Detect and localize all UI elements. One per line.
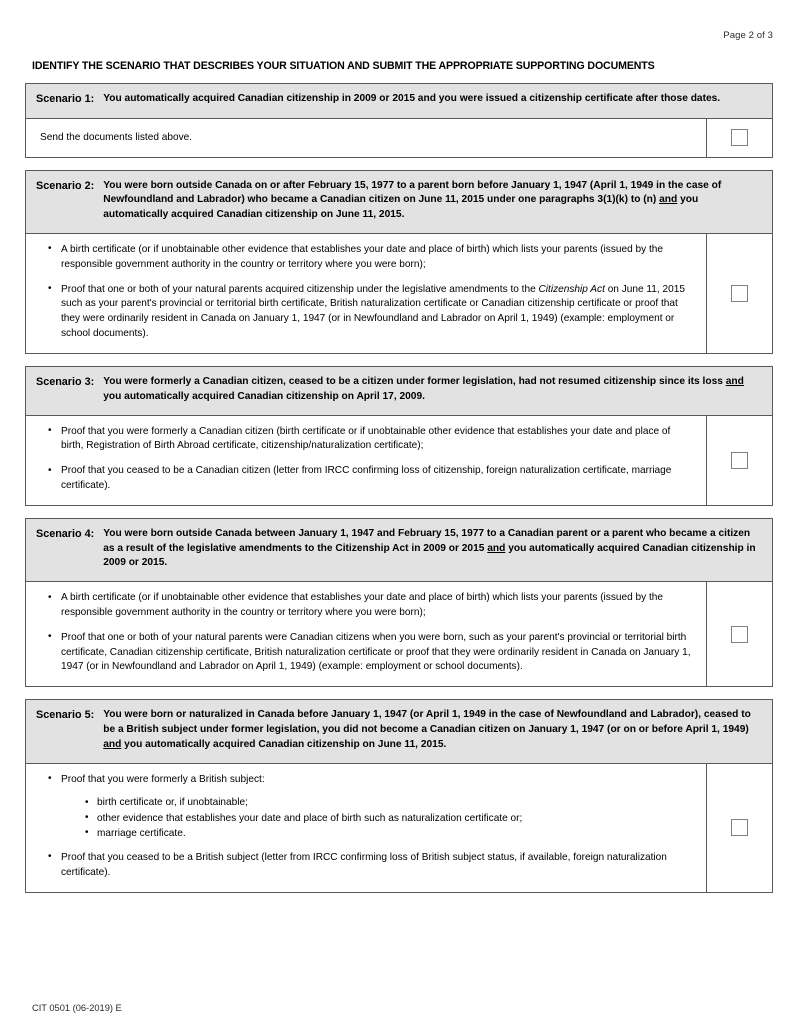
scenario-body-2 [26,234,772,353]
list-item [35,773,694,841]
doc-text-part2: on June 11, 2015 such as your parent's provincial or territorial birth certificate, British naturalization certificate or Canadian citizenship certificate or proof that they were ordinarily resident in Canada on January 1, 1947 (or in Newfoundland and Labrador on April 1, 1949) (example: employment or school documents). [61,283,685,340]
sub-list-item: • marriage certificate. [61,826,694,841]
scenario-3-desc-part1: You were formerly a Canadian citizen, ceased to be a citizen under former legislation, had not resumed citizenship since its loss [103,375,726,387]
scenario-body-4 [26,582,772,686]
checkbox-scenario-2[interactable] [731,285,748,302]
scenario-description-4 [103,527,762,571]
sub-list-item: • birth certificate or, if unobtainable; [61,795,694,810]
list-item: • A birth certificate (or if unobtainable other evidence that establishes your date and place of birth) which lists your parents (issued by the responsible government authority in the country or territory where you were born); [35,243,694,273]
scenario-label-4: Scenario 4: [36,527,95,540]
scenario-2-desc-and: and [659,194,678,206]
scenario-documents-4 [26,582,707,686]
scenario-description-3 [103,375,762,405]
scenario-3-desc-part2: you automatically acquired Canadian citizenship on April 17, 2009. [103,390,425,402]
scenario-documents-3 [26,416,707,505]
scenario-2-desc-part1: You were born outside Canada on or after February 15, 1977 to a parent born before January 1, 1947 (April 1, 1949 in the case of Newfoundland and Labrador) who became a Canadian citizen on June 11, 2015 under one paragraphs 3(1)(k) to (n) [103,179,722,206]
scenario-1-instruction: Send the documents listed above. [40,131,193,143]
scenario-label-5: Scenario 5: [36,709,95,722]
scenario-2-desc-part2: you automatically acquired Canadian citizenship on June 11, 2015. [103,194,699,221]
form-code-footer: CIT 0501 (06-2019) E [32,1003,122,1013]
scenario-list [25,83,773,905]
checkbox-scenario-1[interactable] [731,129,748,146]
scenario-checkbox-cell-4[interactable] [707,582,772,686]
list-item [35,283,694,342]
list-item: • Proof that you were formerly a Canadian citizen (birth certificate or if unobtainable other evidence that establishes your date and place of birth, Registration of Birth Abroad certificate, citizenship/naturalization certificate); [35,425,694,455]
scenario-documents-1 [26,119,707,157]
scenario-description-1: You automatically acquired Canadian citizenship in 2009 or 2015 and you were issued a citizenship certificate after those dates. [103,93,721,104]
doc-text: Proof that you were formerly a British subject: [61,773,265,785]
scenario-block-2 [25,170,773,354]
scenario-4-desc-part1: You were born outside Canada between January 1, 1947 and February 15, 1977 to a Canadian parent or a parent who became a citizen as a result of the legislative amendments to the Citizenship Act in 2009 or 2015 [103,527,751,554]
scenario-checkbox-cell-1[interactable] [707,119,772,157]
scenario-5-desc-part2: you automatically acquired Canadian citizenship on June 11, 2015. [121,738,447,750]
page-number: Page 2 of 3 [723,30,773,41]
scenario-3-desc-and: and [725,375,744,387]
scenario-header-4 [26,519,772,582]
scenario-checkbox-cell-3[interactable] [707,416,772,505]
scenario-label-1: Scenario 1: [36,93,95,105]
document-list-3 [35,425,694,494]
scenario-block-3 [25,366,773,506]
scenario-description-2 [103,179,762,223]
scenario-header-1 [26,84,772,119]
checkbox-scenario-5[interactable] [731,819,748,836]
scenario-body-3 [26,416,772,505]
scenario-body-5 [26,764,772,892]
scenario-4-desc-and: and [487,542,506,554]
scenario-description-5 [103,708,762,752]
doc-text-part1: Proof that one or both of your natural parents acquired citizenship under the legislative amendments to the [61,283,539,295]
scenario-checkbox-cell-2[interactable] [707,234,772,353]
scenario-checkbox-cell-5[interactable] [707,764,772,892]
list-item: • Proof that you ceased to be a Canadian citizen (letter from IRCC confirming loss of citizenship, foreign naturalization certificate, marriage certificate). [35,464,694,494]
sub-list-item: • other evidence that establishes your date and place of birth such as naturalization certificate or; [61,811,694,826]
scenario-documents-5 [26,764,707,892]
scenario-block-4 [25,518,773,687]
scenario-header-5 [26,700,772,763]
scenario-4-desc-part2: you automatically acquired Canadian citizenship in 2009 or 2015. [103,542,756,569]
doc-italic-act: Citizenship Act [538,283,605,295]
checkbox-scenario-4[interactable] [731,626,748,643]
list-item: • Proof that one or both of your natural parents were Canadian citizens when you were born, such as your parent's provincial or territorial birth certificate, Canadian citizenship certificate, British naturalization certificate or proof that they were ordinarily resident in Canada on January 1, 1947 (or in Newfoundland and Labrador on April 1, 1949) (example: employment or school documents). [35,631,694,675]
scenario-documents-2 [26,234,707,353]
scenario-label-3: Scenario 3: [36,375,95,388]
list-item: • A birth certificate (or if unobtainable other evidence that establishes your date and place of birth) which lists your parents (issued by the responsible government authority in the country or territory where you were born); [35,591,694,621]
page-title: IDENTIFY THE SCENARIO THAT DESCRIBES YOUR SITUATION AND SUBMIT THE APPROPRIATE SUPPORTING DOCUMENTS [32,60,655,72]
checkbox-scenario-3[interactable] [731,452,748,469]
scenario-label-2: Scenario 2: [36,179,95,192]
scenario-header-3 [26,367,772,416]
scenario-5-desc-and: and [103,738,122,750]
scenario-5-desc-part1: You were born or naturalized in Canada before January 1, 1947 (or April 1, 1949 in the case of Newfoundland and Labrador), ceased to be a British subject under former legislation, you did not become a Canadian citizen on January 1, 1947 (or on or before April 1, 1949) [103,709,751,736]
document-list-4 [35,591,694,675]
scenario-block-1 [25,83,773,158]
document-list-5 [35,773,694,881]
document-list-2 [35,243,694,342]
scenario-block-5 [25,699,773,892]
sub-document-list-5 [61,795,694,840]
scenario-body-1 [26,119,772,157]
list-item: • Proof that you ceased to be a British subject (letter from IRCC confirming loss of British subject status, if available, foreign naturalization certificate). [35,851,694,881]
scenario-header-2 [26,171,772,234]
